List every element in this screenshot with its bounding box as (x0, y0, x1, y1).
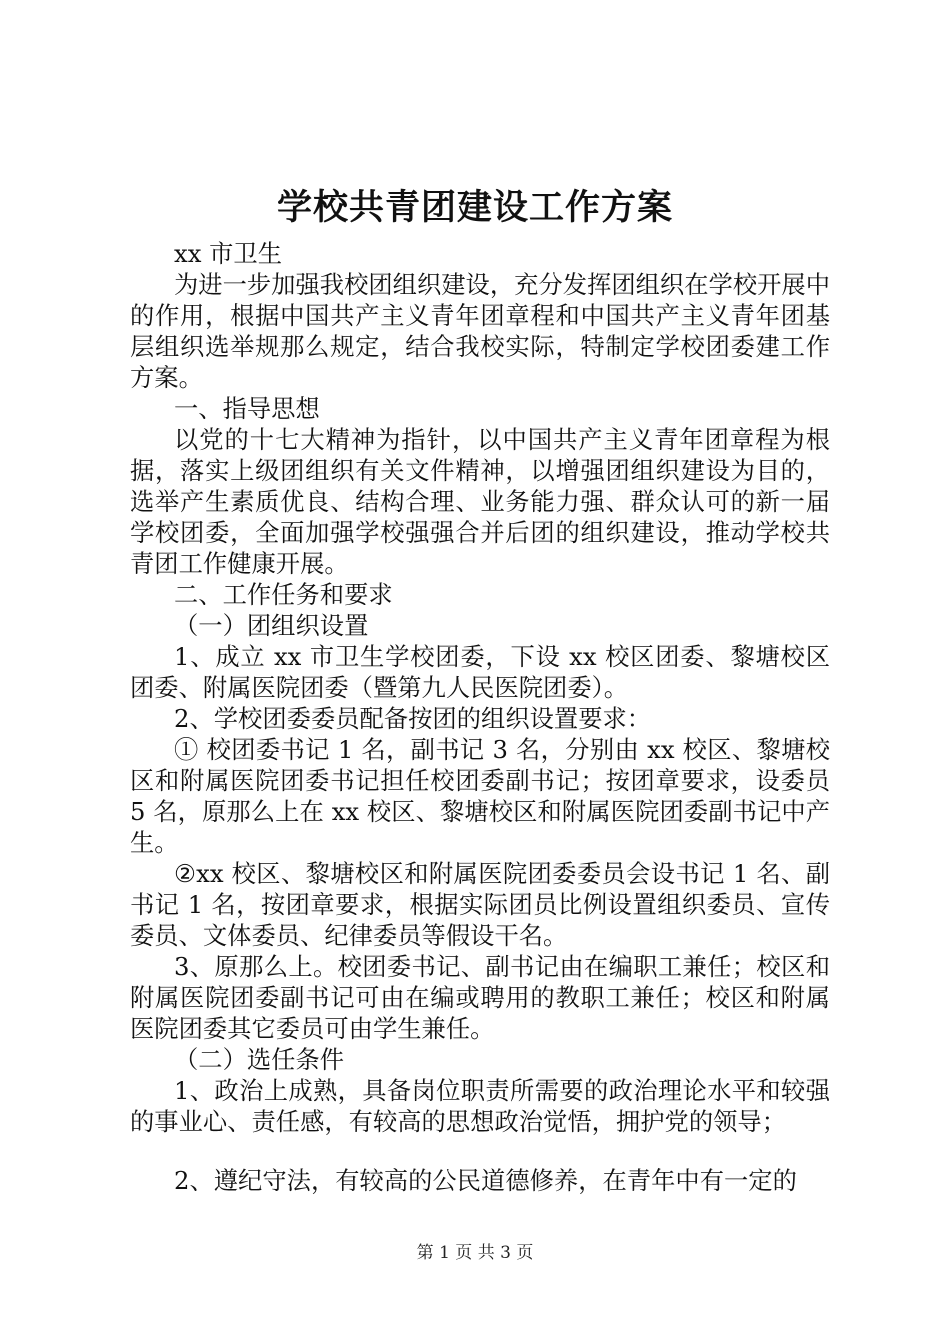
subheading-organization-setup: （一）团组织设置 (174, 611, 369, 640)
paragraph-intro: 为进一步加强我校团组织建设，充分发挥团组织在学校开展中的作用，根据中国共产主义青年团章程和中国共产主义青年团基层组织选举规那么规定，结合我校实际，特制定学校团委建工作方案。 (130, 270, 831, 392)
paragraph-item-3: 3、原那么上。校团委书记、副书记由在编职工兼任；校区和附属医院团委副书记可由在编或聘用的教职工兼任；校区和附属医院团委其它委员可由学生兼任。 (130, 952, 830, 1043)
paragraph-spacer (130, 1137, 830, 1165)
paragraph-criteria-1: 1、政治上成熟，具备岗位职责所需要的政治理论水平和较强的事业心、责任感，有较高的思想政治觉悟，拥护党的领导； (130, 1076, 830, 1136)
document-body (130, 238, 830, 1196)
paragraph-item-2-2: ②xx 校区、黎塘校区和附属医院团委委员会设书记 1 名、副书记 1 名，按团章要求，根据实际团员比例设置组织委员、宣传委员、文体委员、纪律委员等假设干名。 (130, 859, 830, 950)
subheading-selection-criteria: （二）选任条件 (174, 1045, 345, 1074)
page-footer: 第 1 页 共 3 页 (416, 1243, 534, 1263)
heading-tasks-requirements: 二、工作任务和要求 (174, 580, 393, 609)
paragraph-item-1: 1、成立 xx 市卫生学校团委，下设 xx 校区团委、黎塘校区团委、附属医院团委（暨第九人民医院团委）。 (130, 642, 830, 702)
paragraph-criteria-2: 2、遵纪守法，有较高的公民道德修养，在青年中有一定的 (174, 1166, 797, 1195)
paragraph-item-2-1: ① 校团委书记 1 名，副书记 3 名，分别由 xx 校区、黎塘校区和附属医院团委书记担任校团委副书记；按团章要求，设委员 5 名，原那么上在 xx 校区、黎塘校区和附属医院团委副书记中产生。 (130, 735, 830, 857)
heading-guiding-ideology: 一、指导思想 (174, 394, 320, 423)
paragraph-item-2: 2、学校团委委员配备按团的组织设置要求： (174, 704, 652, 733)
document-title: 学校共青团建设工作方案 (276, 187, 673, 228)
paragraph-guiding-ideology: 以党的十七大精神为指针，以中国共产主义青年团章程为根据，落实上级团组织有关文件精神，以增强团组织建设为目的，选举产生素质优良、结构合理、业务能力强、群众认可的新一届学校团委，全面加强学校强强合并后团的组织建设，推动学校共青团工作健康开展。 (130, 425, 830, 578)
paragraph-author: xx 市卫生 (174, 239, 283, 268)
